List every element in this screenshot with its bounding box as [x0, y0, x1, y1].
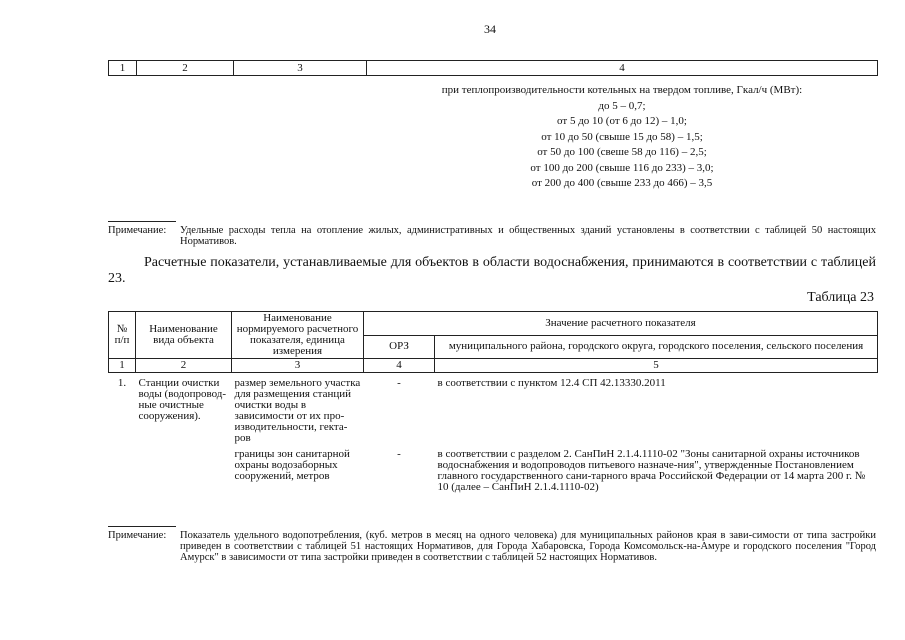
note-label: Примечание:: [108, 530, 167, 541]
indicator-value: в соответствии с пунктом 12.4 СП 42.13330.2011: [437, 377, 666, 389]
col-header-municipal: муниципального района, городского округа, городского поселения, сельского поселения: [435, 335, 878, 359]
continuation-line: от 50 до 100 (свеше 58 до 116) – 2,5;: [537, 146, 707, 158]
column-number: 3: [232, 359, 364, 373]
continuation-line: при теплопроизводительности котельных на твердом топливе, Гкал/ч (МВт):: [441, 84, 803, 96]
water-supply-table: [108, 311, 878, 495]
orz-value: -: [397, 377, 401, 389]
col-header-name: Наименование вида объекта: [136, 312, 232, 359]
object-name: [136, 446, 232, 495]
continuation-line: от 10 до 50 (свыше 15 до 58) – 1,5;: [541, 130, 703, 143]
header-cell: 4: [367, 61, 878, 76]
note-2: [108, 530, 876, 563]
note-divider: [108, 221, 176, 222]
continuation-line: от 5 до 10 (от 6 до 12) – 1,0;: [557, 115, 687, 127]
column-number: 2: [136, 359, 232, 373]
col-header-indicator: Наименование нормируемого расчетного показателя, единица измерения: [232, 312, 364, 359]
object-name: Станции очистки воды (водопровод-ные очистные сооружения).: [138, 377, 227, 422]
note-text: Удельные расходы тепла на отопление жилых, административных и общественных зданий установлены в соответствии с таблицей 50 настоящих Нормативов.: [180, 225, 876, 247]
header-cell: 3: [234, 61, 367, 76]
indicator-value: в соответствии с разделом 2. СанПиН 2.1.4.1110-02 "Зоны санитарной охраны источников водоснабжения и водопроводов питьевого назначе-ния", утвержденные Постановлением главного государственного сани-тарного врача Российской Федерации от 14 марта 200 г. № 10 (далее – СанПиН 2.1.4.1110-02): [437, 448, 866, 493]
page-number: 34: [484, 22, 496, 36]
indicator-name: размер земельного участка для размещения станций очистки воды в зависимости от их про-изводительности, гекта-ров: [234, 377, 361, 444]
col-header-number: № п/п: [109, 312, 136, 359]
continuation-text: [370, 83, 874, 192]
col-header-orz: ОРЗ: [364, 335, 435, 359]
continuation-line: от 100 до 200 (свыше 116 до 233) – 3,0;: [530, 161, 714, 174]
column-numbers-row: [109, 359, 878, 373]
column-number: 1: [109, 359, 136, 373]
orz-value: -: [397, 448, 401, 460]
note-text: Показатель удельного водопотребления, (куб. метров в месяц на одного человека) для муниципальных районов края в зави-симости от типа застройки приведен в соответствии с таблицей 51 настоящих Нормативов, для Города Хабаровска, Города Комсомольск-на-Амуре и городского поселения "Город Амурск" в зависимости от типа застройки приведен в соответствии с таблицей 52 настоящих Нормативов.: [180, 530, 876, 563]
note-divider: [108, 526, 176, 527]
table-row: [109, 446, 878, 495]
indicator-name: границы зон санитарной охраны водозаборных сооружений, метров: [234, 448, 350, 482]
note-label: Примечание:: [108, 225, 167, 236]
header-cell: 2: [137, 61, 234, 76]
col-header-value: Значение расчетного показателя: [364, 312, 878, 336]
column-number: 4: [364, 359, 435, 373]
body-paragraph: [108, 255, 876, 287]
table-row: [109, 373, 878, 447]
column-number: 5: [435, 359, 878, 373]
header-cell: 1: [109, 61, 137, 76]
paragraph-text: Расчетные показатели, устанавливаемые для объектов в области водоснабжения, принимаются в соответствии с таблицей 23.: [108, 255, 876, 286]
continuation-line: от 200 до 400 (свыше 233 до 466) – 3,5: [531, 177, 713, 189]
row-number: [109, 446, 136, 495]
note-1: [108, 225, 876, 247]
continuation-line: до 5 – 0,7;: [598, 99, 646, 112]
continuation-header-row: [108, 60, 878, 76]
row-number: 1.: [117, 377, 127, 389]
table-caption: Таблица 23: [807, 290, 874, 305]
